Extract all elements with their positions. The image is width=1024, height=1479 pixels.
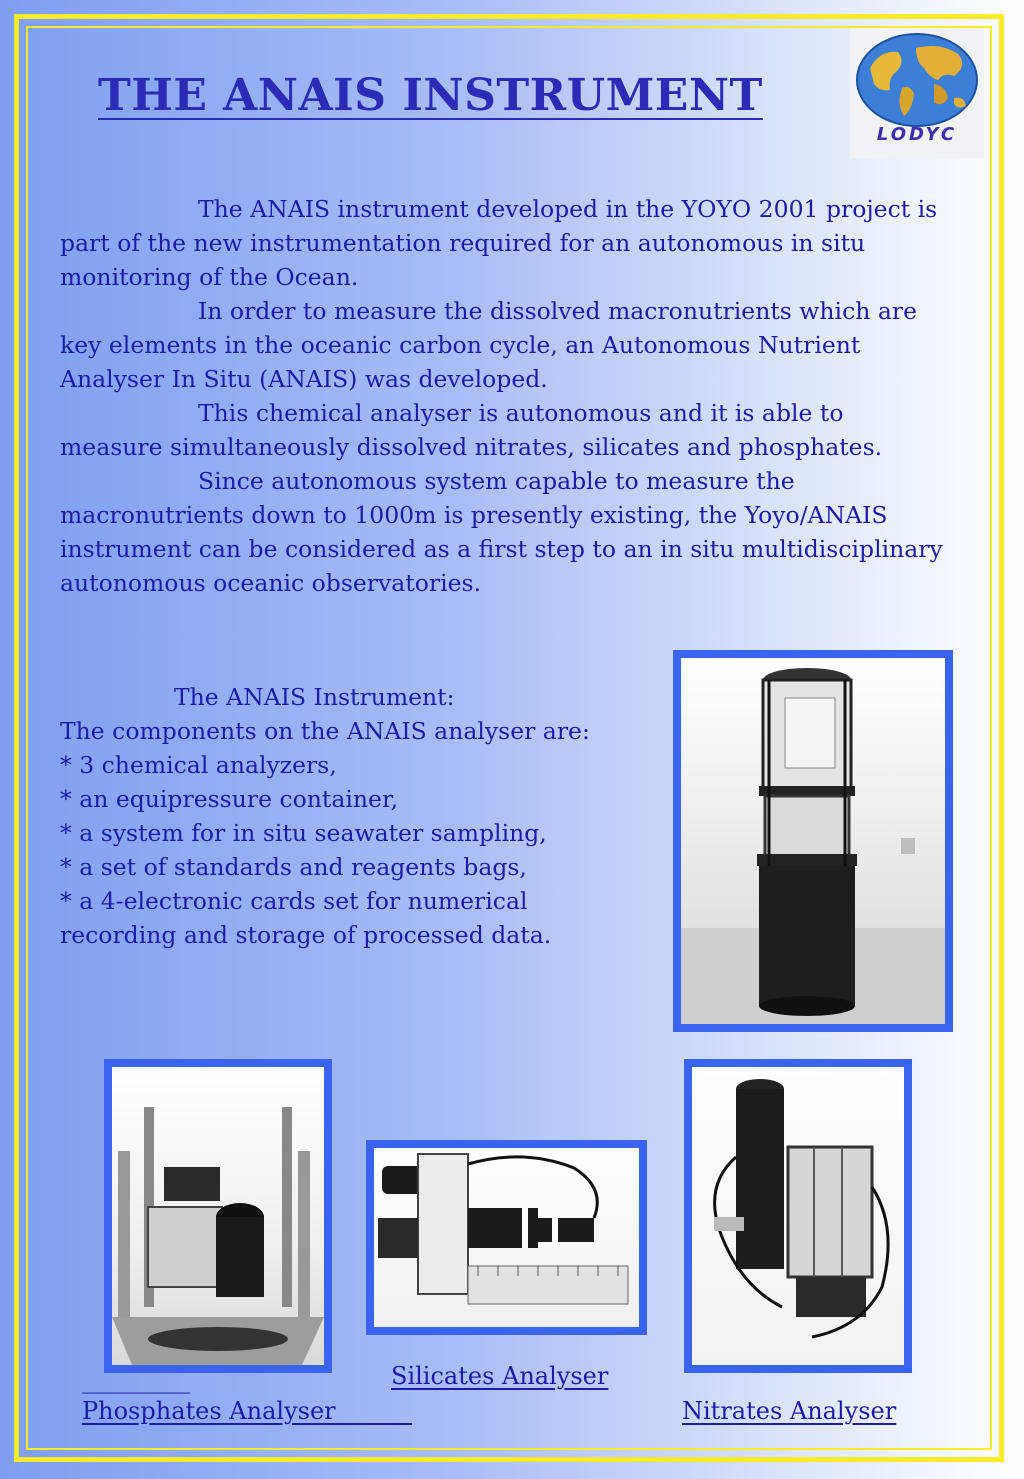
components-heading: The ANAIS Instrument: (174, 683, 455, 711)
component-item: * 3 chemical analyzers, (60, 751, 337, 779)
intro-paragraph: In order to measure the dissolved macronutrients which are key elements in the oceanic carbon cycle, an Autonomous Nutrient Analyser In Situ (ANAIS) was developed. (60, 297, 917, 393)
intro-paragraph: The ANAIS instrument developed in the YOYO 2001 project is part of the new instrumentation required for an autonomous in situ monitoring of the Ocean. (60, 195, 938, 291)
components-list (60, 680, 620, 952)
intro-text (60, 192, 950, 600)
silicates-analyser-photo (366, 1140, 647, 1335)
intro-paragraph: This chemical analyser is autonomous and it is able to measure simultaneously dissolved nitrates, silicates and phosphates. (60, 399, 883, 461)
anais-instrument-photo (673, 650, 953, 1032)
phosphates-analyser-photo (104, 1059, 332, 1373)
nitrates-analyser-photo (684, 1059, 912, 1373)
phosphates-caption: Phosphates Analyser (82, 1397, 412, 1425)
components-intro: The components on the ANAIS analyser are: (60, 717, 590, 745)
intro-paragraph: Since autonomous system capable to measure the macronutrients down to 1000m is presently existing, the Yoyo/ANAIS instrument can be considered as a first step to an in situ multidisciplinary autonomous oceanic observatories. (60, 467, 943, 597)
component-item: * an equipressure container, (60, 785, 399, 813)
nitrates-caption: Nitrates Analyser (682, 1397, 897, 1425)
lodyc-logo (850, 28, 984, 158)
globe-icon (850, 28, 984, 128)
component-item: * a 4-electronic cards set for numerical recording and storage of processed data. (60, 887, 552, 949)
component-item: * a set of standards and reagents bags, (60, 853, 527, 881)
component-item: * a system for in situ seawater sampling, (60, 819, 547, 847)
page-title: THE ANAIS INSTRUMENT (98, 70, 763, 121)
silicates-caption: Silicates Analyser (391, 1362, 609, 1390)
phosphates-caption-rule: _________ (82, 1366, 190, 1394)
logo-text: LODYC (876, 124, 958, 145)
